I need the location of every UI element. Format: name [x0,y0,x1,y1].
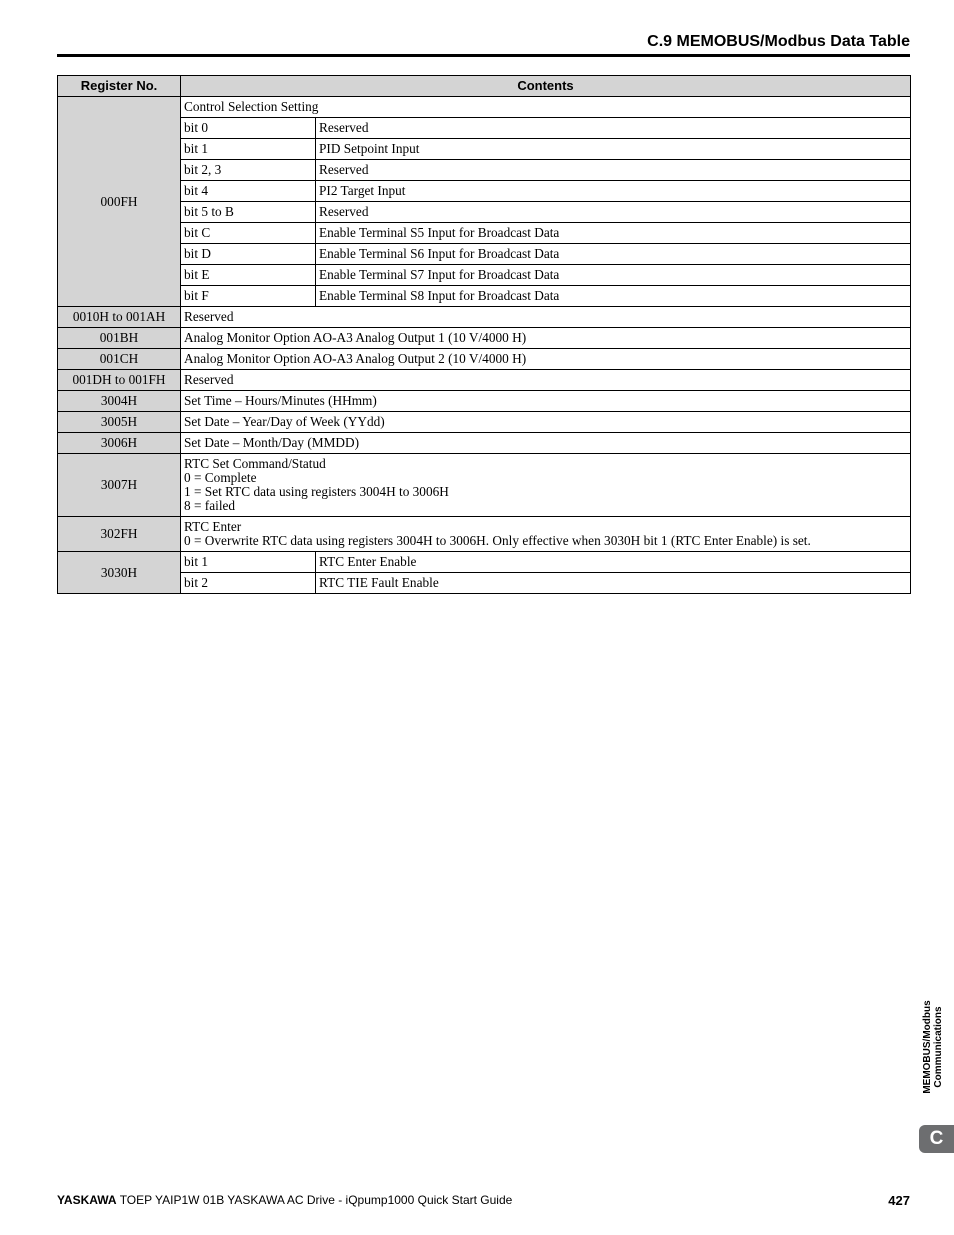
bit-desc-cell: Enable Terminal S8 Input for Broadcast Data [316,286,911,307]
register-cell: 001DH to 001FH [58,370,181,391]
contents-line: 0 = Complete [184,470,257,485]
table-header-row [58,76,911,97]
contents-cell: Control Selection Setting [181,97,911,118]
contents-cell [181,454,911,517]
table-row [58,349,911,370]
table-row [58,139,911,160]
bit-cell: bit 2, 3 [181,160,316,181]
bit-cell: bit 1 [181,139,316,160]
contents-line: 0 = Overwrite RTC data using registers 3004H to 3006H. Only effective when 3030H bit 1 (RTC Enter Enable) is set. [184,533,811,548]
bit-desc-cell: Enable Terminal S7 Input for Broadcast Data [316,265,911,286]
register-cell: 3004H [58,391,181,412]
table-row [58,433,911,454]
table-row [58,97,911,118]
contents-line: RTC Set Command/Statud [184,456,326,471]
register-cell: 001BH [58,328,181,349]
table-row [58,454,911,517]
side-tab-label [922,987,944,1107]
chapter-tab: C [919,1125,954,1153]
contents-cell: Analog Monitor Option AO-A3 Analog Output 2 (10 V/4000 H) [181,349,911,370]
table-row [58,244,911,265]
table-row [58,265,911,286]
bit-cell: bit D [181,244,316,265]
footer-brand: YASKAWA [57,1193,117,1207]
table-row [58,307,911,328]
table-row [58,160,911,181]
table-row [58,223,911,244]
col-header-register: Register No. [58,76,181,97]
contents-cell [181,517,911,552]
bit-desc-cell: Reserved [316,118,911,139]
table-row [58,328,911,349]
bit-cell: bit 5 to B [181,202,316,223]
register-cell: 302FH [58,517,181,552]
bit-cell: bit F [181,286,316,307]
bit-desc-cell: Reserved [316,160,911,181]
bit-desc-cell: PID Setpoint Input [316,139,911,160]
register-cell: 3007H [58,454,181,517]
contents-cell: Analog Monitor Option AO-A3 Analog Output 1 (10 V/4000 H) [181,328,911,349]
table-row [58,391,911,412]
table-row [58,517,911,552]
table-row [58,181,911,202]
bit-desc-cell: Enable Terminal S6 Input for Broadcast Data [316,244,911,265]
contents-cell: Set Date – Year/Day of Week (YYdd) [181,412,911,433]
contents-cell: Reserved [181,370,911,391]
contents-cell: Reserved [181,307,911,328]
bit-cell: bit E [181,265,316,286]
register-cell: 000FH [58,97,181,307]
register-cell: 3005H [58,412,181,433]
bit-desc-cell: PI2 Target Input [316,181,911,202]
header-rule [57,54,910,57]
contents-line: 1 = Set RTC data using registers 3004H to 3006H [184,484,449,499]
table-row [58,370,911,391]
contents-cell: Set Date – Month/Day (MMDD) [181,433,911,454]
page-number: 427 [888,1193,910,1208]
register-cell: 0010H to 001AH [58,307,181,328]
bit-desc-cell: Enable Terminal S5 Input for Broadcast Data [316,223,911,244]
table-row [58,118,911,139]
bit-desc-cell: Reserved [316,202,911,223]
bit-cell: bit 1 [181,552,316,573]
bit-cell: bit C [181,223,316,244]
table-row [58,552,911,573]
bit-desc-cell: RTC TIE Fault Enable [316,573,911,594]
side-tab-label-line: Communications [933,1006,944,1088]
table-row [58,573,911,594]
footer-doc-title: TOEP YAIP1W 01B YASKAWA AC Drive - iQpump1000 Quick Start Guide [116,1193,513,1207]
side-tab-label-line: MEMOBUS/Modbus [922,1000,933,1094]
register-cell: 3030H [58,552,181,594]
table-row [58,412,911,433]
contents-cell: Set Time – Hours/Minutes (HHmm) [181,391,911,412]
bit-cell: bit 0 [181,118,316,139]
contents-line: RTC Enter [184,519,242,534]
contents-line: 8 = failed [184,498,236,513]
memobus-data-table [57,75,911,594]
register-cell: 3006H [58,433,181,454]
table-row [58,286,911,307]
page-footer [57,1193,910,1207]
bit-cell: bit 4 [181,181,316,202]
section-title: C.9 MEMOBUS/Modbus Data Table [647,33,910,50]
bit-desc-cell: RTC Enter Enable [316,552,911,573]
table-row [58,202,911,223]
col-header-contents: Contents [181,76,911,97]
register-cell: 001CH [58,349,181,370]
bit-cell: bit 2 [181,573,316,594]
